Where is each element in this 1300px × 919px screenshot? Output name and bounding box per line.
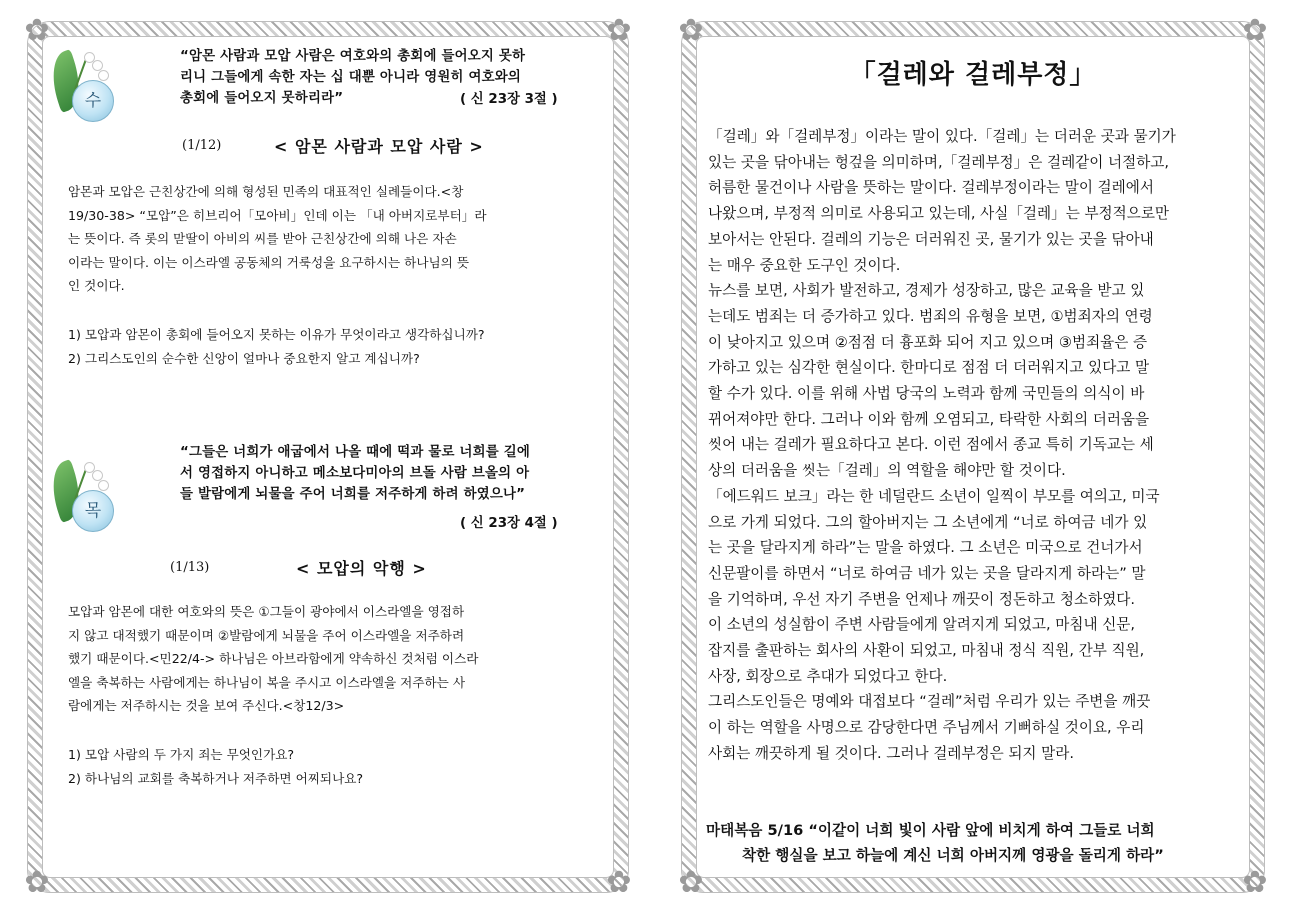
body-line: 이 낮아지고 있으며 ②점점 더 흉포화 되어 지고 있으며 ③범죄율은 증 <box>708 333 1148 351</box>
quote-line: “그들은 너희가 애굽에서 나올 때에 떡과 물로 너희를 길에 <box>180 445 531 460</box>
flower-ornament-icon: ✿ <box>1242 865 1268 900</box>
body-line: 으로 가게 되었다. 그의 할아버지는 그 소년에게 “너로 하여금 네가 있 <box>708 513 1148 531</box>
footer-line: 착한 행실을 보고 하늘에 계신 너희 아버지께 영광을 돌리게 하라” <box>742 847 1164 864</box>
right-page <box>678 13 1268 900</box>
quote-line: 총회에 들어오지 못하리라” <box>180 91 344 106</box>
body-line: 「걸레」와「걸레부정」이라는 말이 있다.「걸레」는 더러운 곳과 물기가 <box>708 128 1176 145</box>
body-line: 이라는 말이다. 이는 이스라엘 공동체의 거룩성을 요구하시는 하나님의 뜻 <box>68 254 469 270</box>
column-title: 「걸레와 걸레부정」 <box>849 60 1097 90</box>
body-line: 암몬과 모압은 근친상간에 의해 형성된 민족의 대표적인 실례들이다.<창 <box>68 184 464 199</box>
body-line: 「에드워드 보크」라는 한 네덜란드 소년이 일찍이 부모를 여의고, 미국 <box>708 487 1160 505</box>
section-title: < 모압의 악행 > <box>296 559 427 578</box>
flower-ornament-icon: ✿ <box>24 865 50 900</box>
left-page <box>24 13 632 900</box>
scripture-reference: ( 신 23장 4절 ) <box>460 516 558 531</box>
body-line: 모압과 암몬에 대한 여호와의 뜻은 ①그들이 광야에서 이스라엘을 영접하 <box>68 604 465 619</box>
quote-line: 서 영접하지 아니하고 메소보다미아의 브돌 사람 브올의 아 <box>180 466 530 481</box>
body-line: 인 것이다. <box>68 278 125 293</box>
body-line: 지 않고 대적했기 때문이며 ②발람에게 뇌물을 주어 이스라엘을 저주하려 <box>68 627 465 643</box>
devotion-date: (1/12) <box>182 138 222 153</box>
devotion-date: (1/13) <box>170 560 210 575</box>
flower-ornament-icon: ✿ <box>606 13 632 48</box>
body-line: 이 소년의 성실함이 주변 사람들에게 알려지게 되었고, 마침내 신문, <box>708 616 1136 634</box>
body-line: 보아서는 안된다. 걸레의 기능은 더러워진 곳, 물기가 있는 곳을 닦아내 <box>708 230 1154 248</box>
scripture-reference: ( 신 23장 3절 ) <box>460 92 558 107</box>
body-line: 그리스도인들은 명예와 대접보다 “걸레”처럼 우리가 있는 주변을 깨끗 <box>708 693 1151 711</box>
body-line: 잡지를 출판하는 회사의 사환이 되었고, 마침내 정식 직원, 간부 직원, <box>708 642 1145 660</box>
quote-line: 리니 그들에게 속한 자는 십 대뿐 아니라 영원히 여호와의 <box>180 70 522 85</box>
body-line: 가하고 있는 심각한 현실이다. 한마디로 점점 더 더러워지고 있다고 말 <box>708 359 1150 377</box>
quote-line: 들 발람에게 뇌물을 주어 너희를 저주하게 하려 하였으나” <box>180 487 526 502</box>
body-line: 을 기억하며, 우선 자기 주변을 언제나 깨끗이 정돈하고 청소하였다. <box>708 590 1136 608</box>
body-line: 상의 더러움을 씻는「걸레」의 역할을 해야만 할 것이다. <box>708 462 1066 480</box>
body-line: 람에게는 저주하시는 것을 보여 주신다.<창12/3> <box>68 698 345 713</box>
body-line: 사회는 깨끗하게 될 것이다. 그러나 걸레부정은 되지 말라. <box>708 744 1074 762</box>
body-line: 씻어 내는 걸레가 필요하다고 본다. 이런 점에서 종교 특히 기독교는 세 <box>708 436 1154 454</box>
question-item: 1) 모압 사람의 두 가지 죄는 무엇인가요? <box>68 747 295 762</box>
footer-line: 마태복음 5/16 “이같이 너희 빛이 사람 앞에 비치게 하여 그들로 너희 <box>706 822 1155 839</box>
flower-ornament-icon: ✿ <box>678 865 704 900</box>
flower-ornament-icon: ✿ <box>24 13 50 48</box>
question-item: 2) 그리스도인의 순수한 신앙이 얼마나 중요한지 알고 계십니까? <box>68 351 420 366</box>
body-line: 는 곳을 달라지게 하라”는 말을 하였다. 그 소년은 미국으로 건너가서 <box>708 539 1143 557</box>
devotion-body <box>68 600 598 718</box>
body-line: 뀌어져야만 한다. 그러나 이와 함께 오염되고, 타락한 사회의 더러움을 <box>708 410 1150 428</box>
day-badge: 목 <box>72 490 114 532</box>
body-line: 했기 때문이다.<민22/4-> 하나님은 아브라함에게 약속하신 것처럼 이스라 <box>68 651 479 666</box>
section-title: < 암몬 사람과 모압 사람 > <box>274 137 484 156</box>
body-line: 19/30-38> “모압”은 히브리어「모아비」인데 이는 「내 아버지로부터」라 <box>68 207 487 223</box>
body-line: 나왔으며, 부정적 의미로 사용되고 있는데, 사실「걸레」는 부정적으로만 <box>708 205 1170 223</box>
scripture-footer <box>706 818 1236 868</box>
body-line: 는데도 범죄는 더 증가하고 있다. 범죄의 유형을 보면, ①범죄자의 연령 <box>708 307 1153 325</box>
flower-ornament-icon: ✿ <box>1242 13 1268 48</box>
body-line: 엘을 축복하는 사람에게는 하나님이 복을 주시고 이스라엘을 저주하는 사 <box>68 674 465 690</box>
body-line: 허름한 물건이나 사람을 뜻하는 말이다. 걸레부정이라는 말이 걸레에서 <box>708 179 1154 197</box>
column-body <box>708 124 1236 767</box>
flower-ornament-icon: ✿ <box>678 13 704 48</box>
body-line: 뉴스를 보면, 사회가 발전하고, 경제가 성장하고, 많은 교육을 받고 있 <box>708 282 1145 300</box>
body-line: 할 수가 있다. 이를 위해 사법 당국의 노력과 함께 국민들의 의식이 바 <box>708 385 1145 403</box>
body-line: 신문팔이를 하면서 “너로 하여금 네가 있는 곳을 달라지게 하라는” 말 <box>708 564 1146 582</box>
lily-of-the-valley-icon <box>44 46 124 130</box>
devotion-body <box>68 180 598 298</box>
question-item: 2) 하나님의 교회를 축복하거나 저주하면 어찌되나요? <box>68 771 364 786</box>
body-line: 는 매우 중요한 도구인 것이다. <box>708 256 901 274</box>
body-line: 있는 곳을 닦아내는 헝겊을 의미하며,「걸레부정」은 걸레같이 너절하고, <box>708 153 1170 171</box>
lily-of-the-valley-icon <box>44 456 124 540</box>
day-badge: 수 <box>72 80 114 122</box>
flower-ornament-icon: ✿ <box>606 865 632 900</box>
scripture-quote <box>180 442 598 505</box>
body-line: 사장, 회장으로 추대가 되었다고 한다. <box>708 667 948 685</box>
body-line: 는 뜻이다. 즉 롯의 맏딸이 아비의 씨를 받아 근친상간에 의해 나은 자손 <box>68 231 457 246</box>
question-item: 1) 모압과 암몬이 총회에 들어오지 못하는 이유가 무엇이라고 생각하십니까? <box>68 327 485 342</box>
quote-line: “암몬 사람과 모압 사람은 여호와의 총회에 들어오지 못하 <box>180 49 526 64</box>
body-line: 이 하는 역할을 사명으로 감당한다면 주님께서 기뻐하실 것이요, 우리 <box>708 719 1145 737</box>
